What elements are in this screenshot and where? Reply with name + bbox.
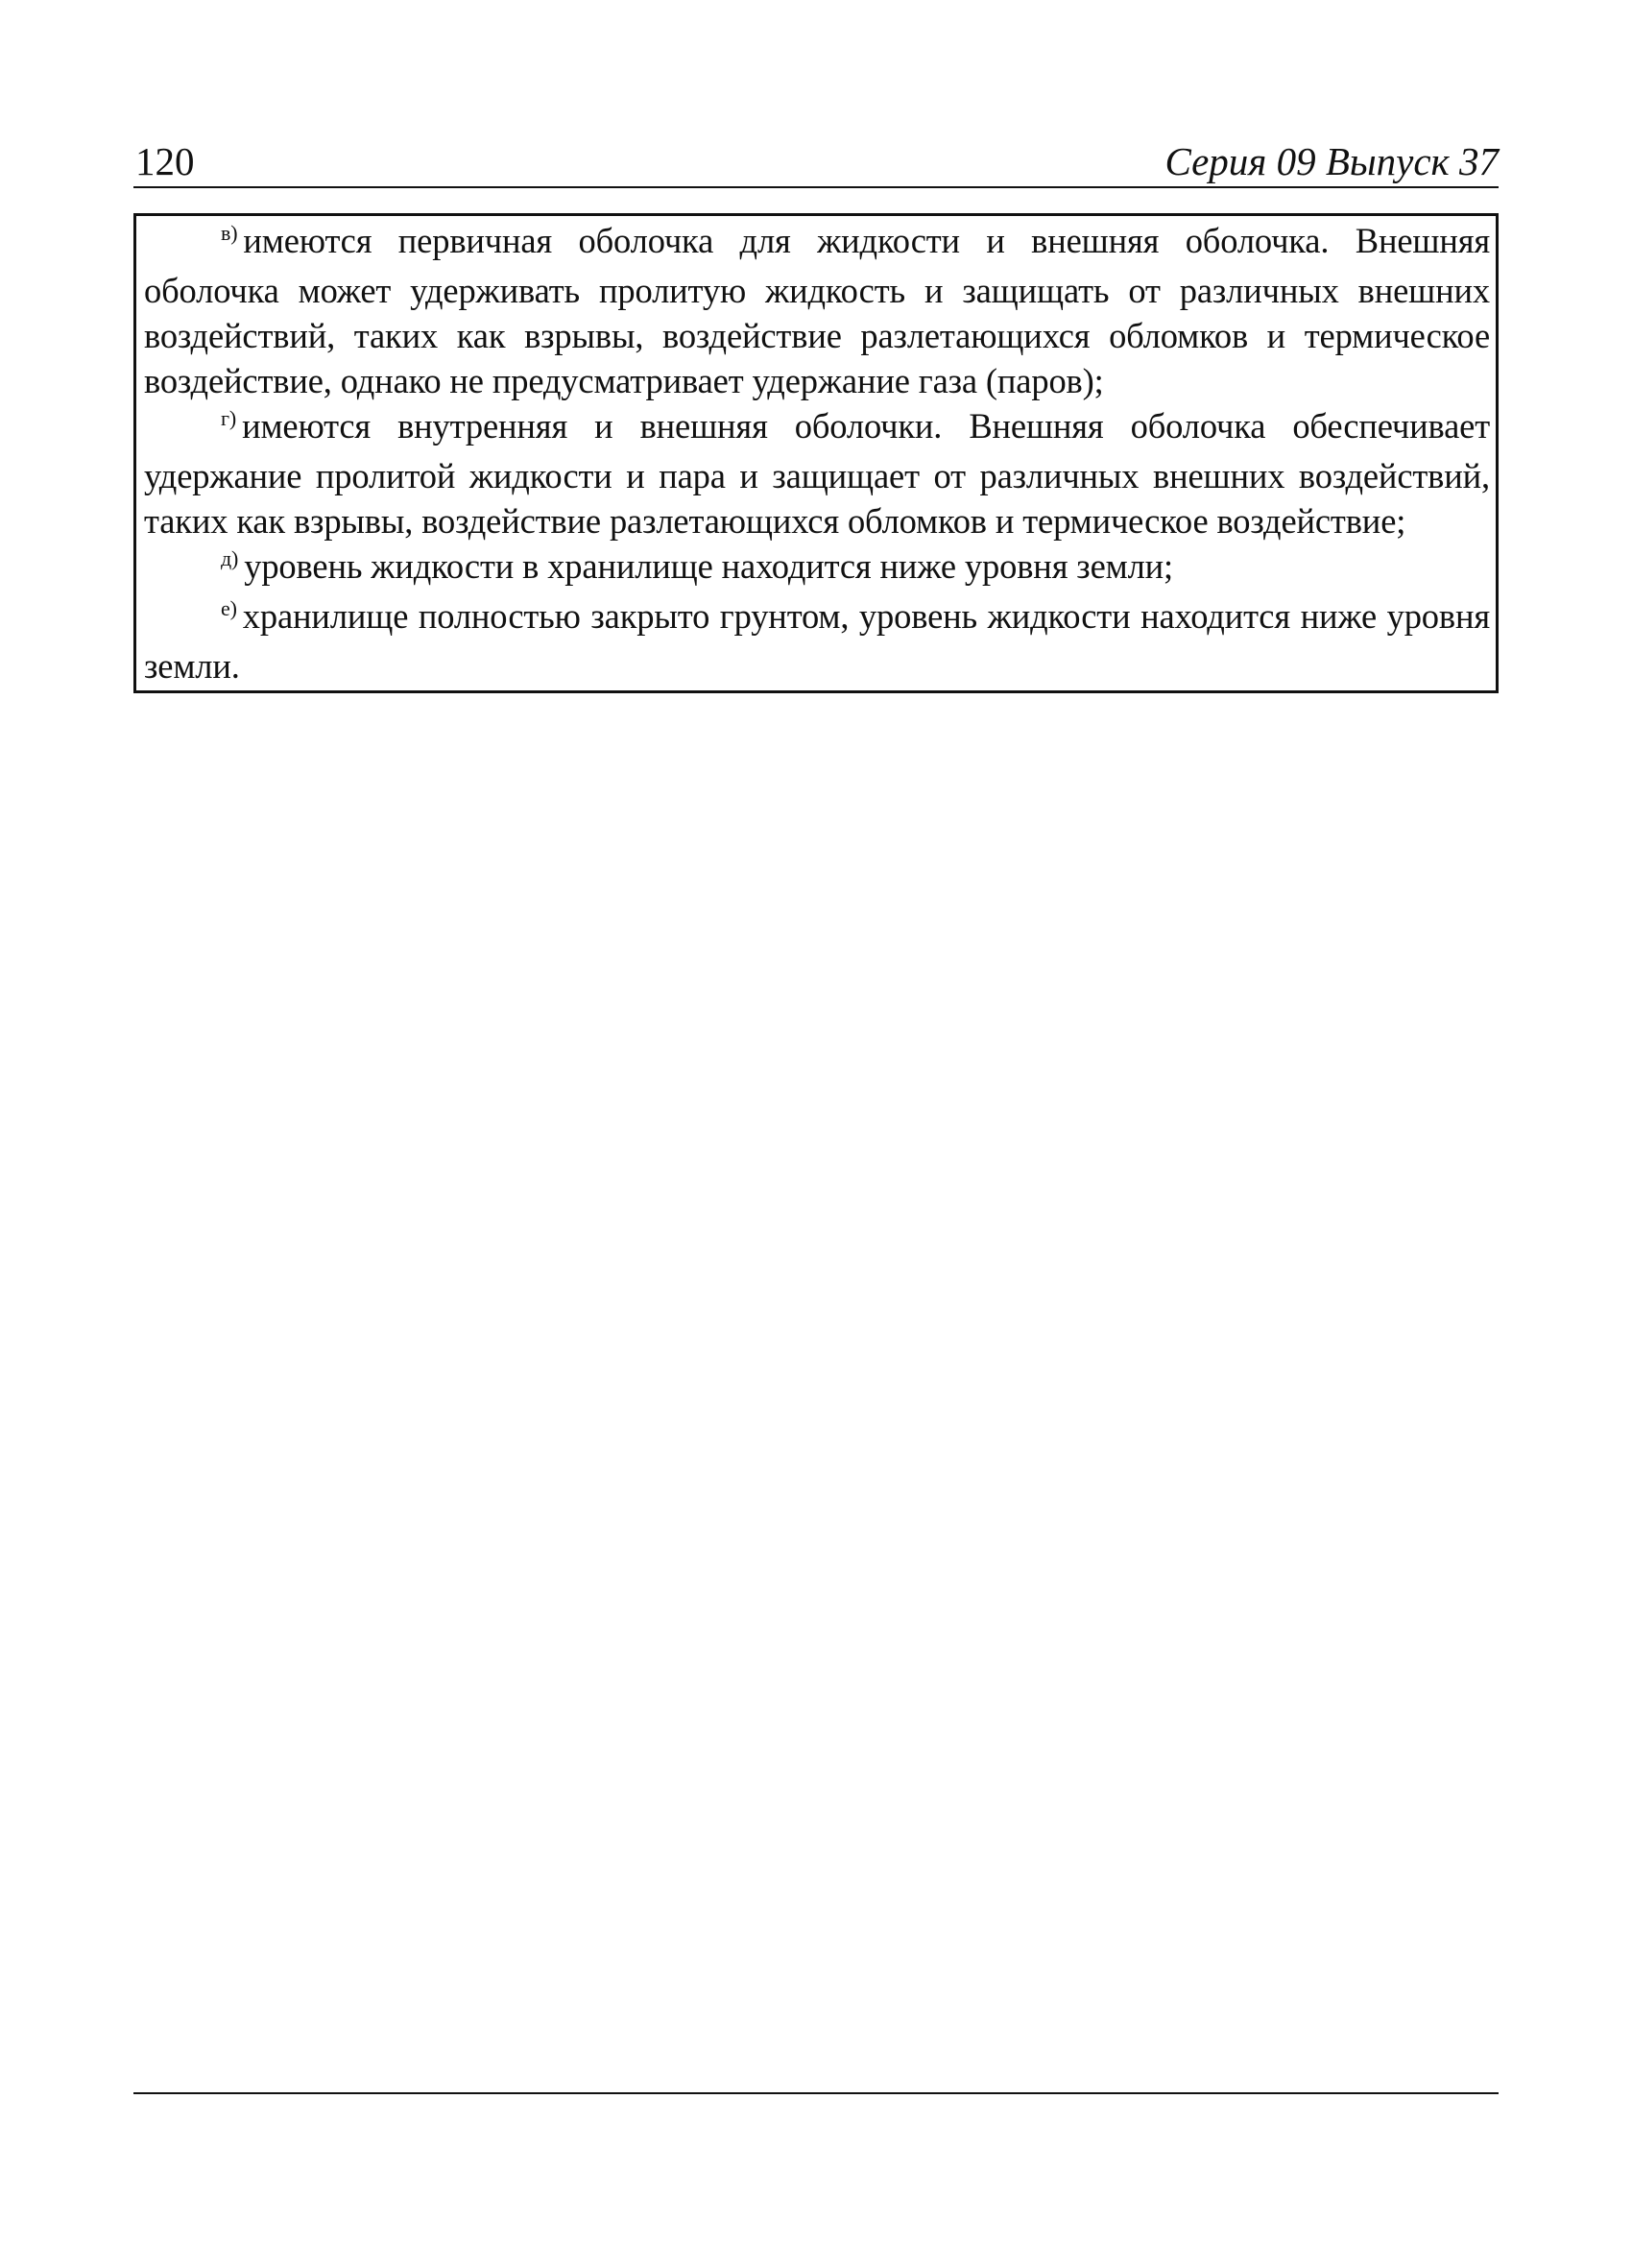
list-item-text: уровень жидкости в хранилище находится ниже уровня земли; bbox=[244, 546, 1174, 586]
list-item-d bbox=[144, 543, 1490, 593]
footer-rule bbox=[133, 2092, 1499, 2094]
running-header bbox=[133, 133, 1499, 188]
list-marker: д) bbox=[221, 546, 239, 570]
list-item-v bbox=[144, 218, 1490, 403]
list-item-text: имеются первичная оболочка для жидкости и внешняя оболочка. Внешняя оболочка может удерживать пролитую жидкость и защищать от различных внешних воздействий, таких как взрывы, воздействие разлетающихся обломков и термическое воздействие, однако не предусматривает удержание газа (паров); bbox=[144, 221, 1490, 400]
list-item-text: имеются внутренняя и внешняя оболочки. Внешняя оболочка обеспечивает удержание пролитой жидкости и пара и защищает от различных внешних воздействий, таких как взрывы, воздействие разлетающихся обломков и термическое воздействие; bbox=[144, 406, 1490, 541]
list-item-g bbox=[144, 403, 1490, 543]
list-marker: е) bbox=[221, 596, 237, 620]
list-item-text: хранилище полностью закрыто грунтом, уровень жидкости находится ниже уровня земли. bbox=[144, 596, 1490, 686]
list-marker: г) bbox=[221, 406, 237, 430]
list-item-e bbox=[144, 593, 1490, 688]
boxed-note bbox=[133, 213, 1499, 693]
page-number: 120 bbox=[135, 139, 195, 183]
series-title: Серия 09 Выпуск 37 bbox=[1164, 139, 1499, 183]
list-marker: в) bbox=[221, 221, 238, 245]
